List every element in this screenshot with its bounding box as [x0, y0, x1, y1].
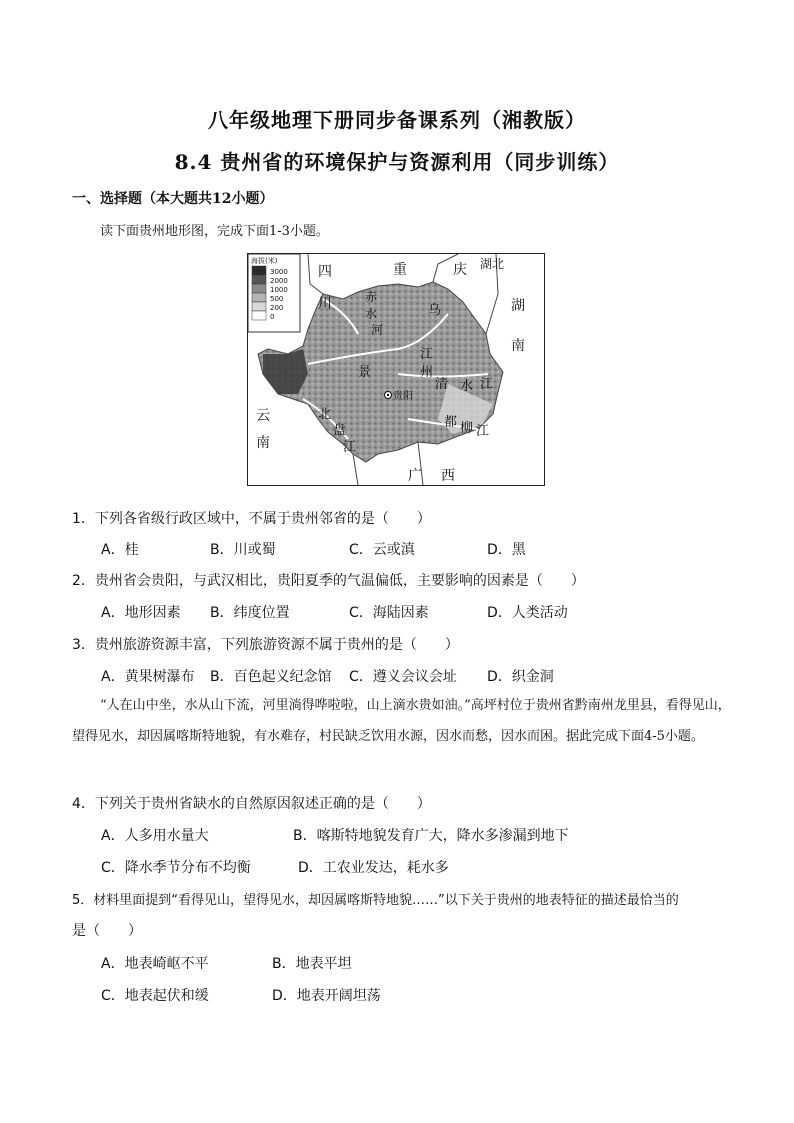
question-5-line-1: 5．材料里面提到“看得见山，望得见水，却因属喀斯特地貌……”以下关于贵州的地表特征的描述最恰当的 [72, 893, 679, 908]
option[interactable]: D．人类活动 [487, 605, 568, 621]
map-label: 北 [318, 407, 332, 422]
legend-level: 0 [270, 313, 275, 321]
reading-passage: “人在山中坐，水从山下流，河里淌得哗啦啦，山上滴水贵如油。”高坪村位于贵州省黔南州龙里县，看得见山，望得见水，却因属喀斯特地貌，有水难存，村民缺乏饮用水源，因水而愁，因水而困。据此完成下面4-5小题。 [72, 698, 731, 744]
question-5-line-2: 是（ ） [72, 923, 142, 939]
western-highland [263, 349, 308, 394]
map-label-guiyang: 贵阳 [393, 391, 413, 402]
map-label: 湖 [511, 298, 525, 314]
map-label: 川 [318, 296, 332, 312]
option[interactable]: C．降水季节分布不均衡 [101, 860, 251, 876]
legend-level: 2000 [270, 277, 288, 285]
map-label: 江 [420, 347, 434, 362]
option[interactable]: D．工农业发达，耗水多 [298, 860, 449, 876]
map-label: 景 [358, 365, 372, 380]
option[interactable]: A．人多用水量大 [101, 828, 209, 844]
map-label: 西 [441, 468, 455, 484]
legend-swatch [252, 266, 266, 275]
option[interactable]: A．地表崎岖不平 [101, 956, 209, 972]
legend-title: 海拔(米) [251, 257, 278, 265]
guizhou-terrain-map [247, 253, 545, 486]
legend-swatch [252, 302, 266, 311]
question-4: 4．下列关于贵州省缺水的自然原因叙述正确的是（ ） [72, 796, 431, 812]
map-label: 南 [511, 338, 525, 354]
map-label: 四 [318, 264, 332, 280]
map-label: 江 [343, 440, 357, 455]
map-label: 赤 [365, 290, 378, 304]
page-subtitle: 8.4 贵州省的环境保护与资源利用（同步训练） [174, 150, 620, 174]
legend-swatch [252, 275, 266, 284]
option[interactable]: B．地表平坦 [272, 956, 352, 972]
map-label: 清 [435, 377, 449, 392]
map-intro: 读下面贵州地形图，完成下面1-3小题。 [100, 224, 329, 239]
map-label: 云 [256, 408, 270, 424]
map-label: 河 [371, 323, 384, 337]
option[interactable]: B．纬度位置 [210, 605, 290, 621]
option[interactable]: B．川或蜀 [210, 542, 276, 558]
page-title: 八年级地理下册同步备课系列（湘教版） [208, 108, 586, 132]
map-label: 盘 [333, 423, 347, 438]
map-label: 重 [393, 262, 407, 278]
map-label: 江 [480, 377, 494, 392]
option[interactable]: A．地形因素 [101, 605, 181, 621]
question-2: 2．贵州省会贵阳，与武汉相比，贵阳夏季的气温偏低，主要影响的因素是（ ） [72, 573, 585, 589]
legend-swatch [252, 311, 266, 320]
option[interactable]: B．百色起义纪念馆 [210, 669, 332, 685]
section-heading: 一、选择题（本大题共12小题） [72, 191, 274, 207]
legend-swatch [252, 284, 266, 293]
option[interactable]: D．黑 [487, 542, 526, 558]
map-label: 柳 [460, 421, 474, 436]
map-label: 都 [444, 415, 458, 430]
map-label: 水 [365, 307, 378, 321]
border-line [353, 454, 358, 485]
option[interactable]: A．桂 [101, 542, 139, 558]
legend-swatch [252, 293, 266, 302]
legend-level: 1000 [270, 286, 288, 294]
legend-level: 200 [270, 304, 284, 312]
legend-level: 500 [270, 295, 284, 303]
option[interactable]: B．喀斯特地貌发育广大，降水多渗漏到地下 [293, 828, 569, 844]
map-label: 南 [256, 435, 270, 451]
map-label: 乌 [428, 303, 442, 318]
map-label: 州 [420, 365, 434, 380]
map-label: 江 [476, 424, 490, 439]
map-label: 广 [408, 468, 422, 484]
map-label: 庆 [453, 262, 467, 278]
map-label: 水 [460, 379, 474, 394]
option[interactable]: A．黄果树瀑布 [101, 669, 195, 685]
question-3: 3．贵州旅游资源丰富，下列旅游资源不属于贵州的是（ ） [72, 637, 459, 653]
question-1: 1．下列各省级行政区域中，不属于贵州邻省的是（ ） [72, 511, 431, 527]
option[interactable]: C．地表起伏和缓 [101, 988, 209, 1004]
legend-level: 3000 [270, 268, 288, 276]
option[interactable]: D．织金洞 [487, 669, 554, 685]
option[interactable]: D．地表开阔坦荡 [272, 988, 381, 1004]
map-label: 湖北 [480, 257, 505, 271]
option[interactable]: C．遵义会议会址 [349, 669, 457, 685]
option[interactable]: C．云或滇 [349, 542, 415, 558]
option[interactable]: C．海陆因素 [349, 605, 429, 621]
